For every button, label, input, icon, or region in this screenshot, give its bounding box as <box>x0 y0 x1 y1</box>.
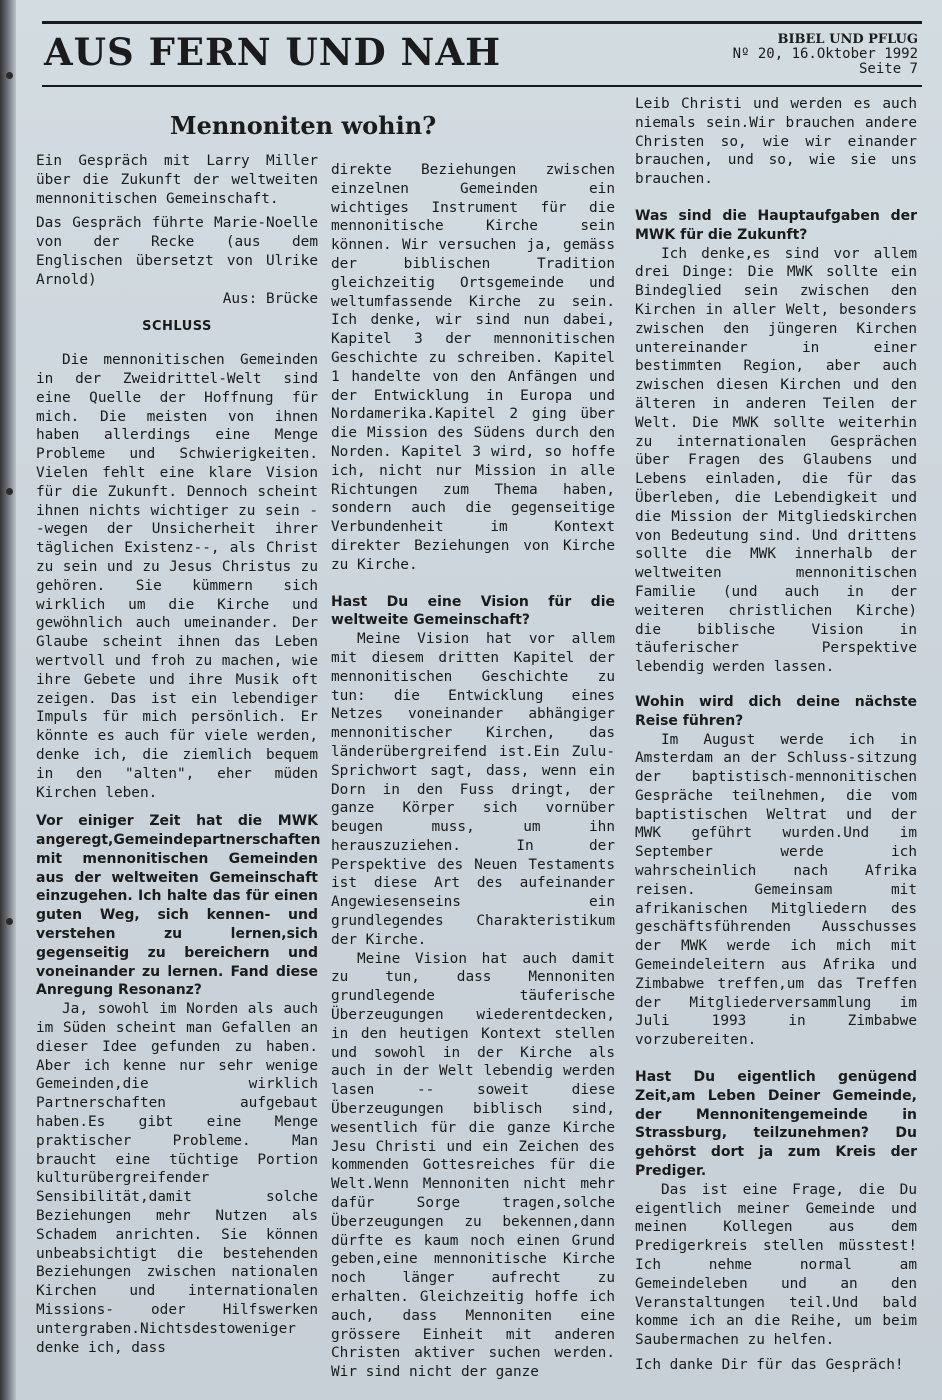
section-label: SCHLUSS <box>142 319 212 335</box>
answer-paragraph: Die mennonitischen Gemeinden in der Zweidrittel-Welt sind eine Quelle der Hoffnung für mich. Die meisten von ihnen haben allerdings eine Menge Probleme und Schwierigkeiten. Vielen fehlt eine klare Vision für die Zukunft. Dennoch scheint ihnen nichts wichtiger zu sein --wegen der Unsicherheit ihrer täglichen Existenz--, als Christ zu sein und zu Jesus Christus zu gehören. Sie kümmern sich wirklich um die Kirche und gewöhnlich auch umeinander. Der Glaube scheint ihnen das Leben wertvoll und froh zu machen, wie ihre Gebete und ihre Musik oft zeigen. Das ist ein lebendiger Impuls für mich persönlich. Er könnte es auch für viele werden, denke ich, die ziemlich bequem in den "alten", eher müden Kirchen leben. <box>36 352 318 801</box>
article-title: Mennoniten wohin? <box>170 111 437 140</box>
header-rule-top <box>42 21 922 24</box>
column-1 <box>36 152 321 1357</box>
answer-paragraph: Im August werde ich in Amsterdam an der Schluss-sitzung der baptistisch-mennonitischen Gespräche teilnehmen, die vom baptistischen Weltrat und der MWK geführt wurden.Und im September werde ich wahrscheinlich nach Afrika reisen. Gemeinsam mit afrikanischen Mitgliedern des geschäftsführenden Ausschusses der MWK werde ich mich mit Gemeindeleitern aus Afrika und Zimbabwe treffen,um das Treffen der Mitgliederversammlung im Juli 1993 in Zimbabwe vorzubereiten. <box>635 731 917 1049</box>
interview-question: Hast Du eigentlich genügend Zeit,am Leben Deiner Gemeinde, der Mennonitengemeinde in Strassburg, teilzunehmen? Du gehörst dort ja zum Kreis der Prediger. <box>635 1069 917 1180</box>
issue-number-date: Nº 20, 16.Oktober 1992 <box>732 46 918 62</box>
header-rule-bottom <box>42 85 922 87</box>
punch-hole <box>6 488 13 495</box>
column-2 <box>331 161 615 1382</box>
answer-paragraph: direkte Beziehungen zwischen einzelnen Gemeinden ein wichtiges Instrument für die mennonitische Kirche sein können. Wir versuchen ja, gemäss der biblischen Tradition gleichzeitig Ortsgemeinde und weltumfassende Kirche zu sein. Ich denke, wir sind nun dabei, Kapitel 3 der mennonitischen Geschichte zu schreiben. Kapitel 1 handelte von den Anfängen und der Entwicklung in Europa und Nordamerika.Kapitel 2 ging über die Mission des Südens durch den Norden. Kapitel 3 wird, so hoffe ich, nicht nur Mission in alle Richtungen zum Thema haben, sondern auch die gegenseitige Verbundenheit im Kontext direkter Beziehungen von Kirche zu Kirche. <box>331 162 615 573</box>
answer-paragraph: Meine Vision hat auch damit zu tun, dass Mennoniten grundlegende täuferische Überzeugungen wiederentdecken, in den heutigen Kontext stellen und sowohl in der Kirche als auch in der Welt lebendig werden lasen -- soweit diese Überzeugungen biblisch sind, wesentlich für die ganze Kirche Jesu Christi und ein Zeichen des kommenden Gottesreiches für die Welt.Wenn Mennoniten nicht mehr dafür Sorge tragen,solche Überzeugungen zu bekennen,dann dürfte es kaum noch einen Grund geben,eine mennonitische Kirche noch länger aufrecht zu erhalten. Gleichzeitig hoffe ich auch, dass Mennoniten eine grössere Einheit mit anderen Christen aktiver suchen werden. Wir sind nicht der ganze <box>331 950 615 1381</box>
interview-question: Vor einiger Zeit hat die MWK angeregt,Gemeindepartnerschaften mit mennonitischen Gemeinden aus der weltweiten Gemeinschaft einzugehen. Ich halte das für einen guten Weg, sich kennen- und verstehen zu lernen,sich gegenseitig zu bereichern und voneinander zu lernen. Fand diese Anregung Resonanz? <box>36 813 321 999</box>
article-source: Aus: Brücke <box>222 290 318 307</box>
article-credit: Das Gespräch führte Marie-Noelle von der Recke (aus dem Englischen übersetzt von Ulrike Arnold) <box>36 215 318 288</box>
punch-hole <box>6 918 13 925</box>
closing-line: Ich danke Dir für das Gespräch! <box>635 1357 904 1373</box>
answer-paragraph: Ich denke,es sind vor allem drei Dinge: Die MWK sollte ein Bindeglied sein zwischen den Kirchen in aller Welt, besonders zwischen den jüngeren Kirchen untereinander in einer bestimmten Region, aber auch zwischen diesen Kirchen und den älteren in anderen Teilen der Welt. Die MWK sollte weiterhin zu internationalen Gesprächen über Fragen des Glaubens und Lebens einladen, die für das Überleben, die Lebendigkeit und die Mission der Mitgliedskirchen von Bedeutung sind. Und drittens sollte die MWK innerhalb der weltweiten mennonitischen Familie (und auch in der weiteren christlichen Kirche) die biblische Vision in täuferischer Perspektive lebendig werden lassen. <box>635 245 917 676</box>
publication-name: BIBEL UND PFLUG <box>777 32 918 47</box>
answer-paragraph: Ja, sowohl im Norden als auch im Süden scheint man Gefallen an dieser Idee gefunden zu haben. Aber ich kenne nur sehr wenige Gemeinden,die wirklich Partnerschaften aufgebaut haben.Es gibt eine Menge praktischer Probleme. Man braucht eine tüchtige Portion kulturübergreifender Sensibilität,damit solche Beziehungen mehr Nutzen als Schadem anrichten. Sie können unbeabsichtigt die bestehenden Beziehungen zwischen nationalen Kirchen und internationalen Missions- oder Hilfswerken untergraben.Nichtsdestoweniger denke ich, dass <box>36 1001 318 1356</box>
column-3 <box>635 95 917 1375</box>
issue-info <box>733 32 918 77</box>
page-number: Seite 7 <box>858 61 918 77</box>
binding-edge <box>0 0 16 1400</box>
interview-question: Hast Du eine Vision für die weltweite Gemeinschaft? <box>331 593 615 629</box>
masthead: AUS FERN UND NAH <box>44 30 502 74</box>
interview-question: Wohin wird dich deine nächste Reise führen? <box>635 693 917 729</box>
article-intro: Ein Gespräch mit Larry Miller über die Zukunft der weltweiten mennonitischen Gemeinschaft. <box>36 153 318 207</box>
punch-hole <box>6 72 13 79</box>
interview-question: Was sind die Hauptaufgaben der MWK für die Zukunft? <box>635 207 917 243</box>
answer-paragraph: Leib Christi und werden es auch niemals sein.Wir brauchen andere Christen so, wie wir einander brauchen, und so, wie sie uns brauchen. <box>635 96 917 188</box>
answer-paragraph: Meine Vision hat vor allem mit diesem dritten Kapitel der mennonitischen Geschichte zu tun: die Entwicklung eines Netzes voneinander abhängiger mennonitischer Kirchen, das länderübergreifend ist.Ein Zulu-Sprichwort sagt, dass, wenn ein Dorn in den Fuss dringt, der ganze Körper sich vornüber beugen muss, um ihn herauszuziehen. In der Perspektive des Neuen Testaments ist diese Art des aufeinander Angewiesenseins ein grundlegendes Charakteristikum der Kirche. <box>331 631 615 948</box>
answer-paragraph: Das ist eine Frage, die Du eigentlich meiner Gemeinde und meinen Kollegen aus dem Predigerkreis stellen müsstest! Ich nehme normal am Gemeindeleben und an den Veranstaltungen teil.Und bald komme ich an die Reihe, um beim Saubermachen zu helfen. <box>635 1181 917 1349</box>
